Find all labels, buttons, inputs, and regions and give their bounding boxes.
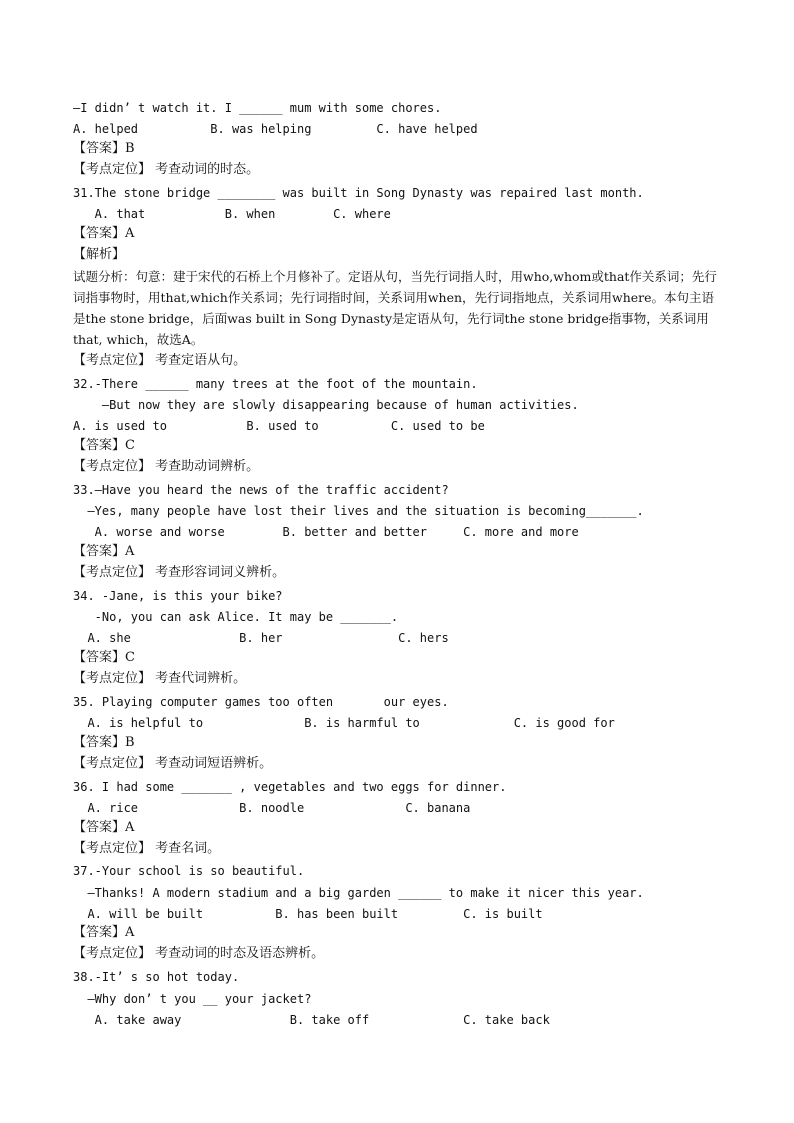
question-line: 31.The stone bridge ________ was built in Song Dynasty was repaired last month. (73, 186, 644, 200)
options-line: A. rice B. noodle C. banana (73, 801, 471, 815)
question-line: -No, you can ask Alice. It may be _______. (73, 610, 399, 624)
question-line: 35. Playing computer games too often our eyes. (73, 695, 449, 709)
topic-line: 【考点定位】 考查动词的时态。 (73, 162, 260, 177)
options-line: A. will be built B. has been built C. is built (73, 907, 543, 921)
analysis-paragraph: 试题分析：句意：建于宋代的石桥上个月修补了。定语从句，当先行词指人时，用who,whom或that作关系词；先行词指事物时，用that,which作关系词；先行词指时间，关系词用when，先行词指地点，关系词用where。本句主语是the stone bridge，后面was built in Song Dynasty是定语从句，先行词the stone bridge指事物，关系词用that, which，故选A。 (73, 269, 717, 347)
topic-line: 【考点定位】 考查动词的时态及语态辨析。 (73, 946, 325, 961)
question-line: —Thanks! A modern stadium and a big garden ______ to make it nicer this year. (73, 886, 644, 900)
question-line: 33.—Have you heard the news of the traffic accident? (73, 483, 449, 497)
question-line: 34. -Jane, is this your bike? (73, 589, 283, 603)
options-line: A. is used to B. used to C. used to be (73, 419, 485, 433)
topic-line: 【考点定位】 考查形容词词义辨析。 (73, 565, 286, 580)
topic-line: 【考点定位】 考查定语从句。 (73, 353, 247, 368)
options-line: A. she B. her C. hers (73, 631, 449, 645)
topic-line: 【考点定位】 考查名词。 (73, 841, 221, 856)
topic-line: 【考点定位】 考查动词短语辨析。 (73, 756, 273, 771)
answer-line: 【答案】C (73, 438, 135, 453)
topic-line: 【考点定位】 考查代词辨析。 (73, 671, 247, 686)
answer-line: 【答案】A (73, 820, 135, 835)
answer-line: 【答案】A (73, 925, 135, 940)
question-line: —Yes, many people have lost their lives and the situation is becoming_______. (73, 504, 644, 518)
options-line: A. that B. when C. where (73, 207, 391, 221)
answer-line: 【答案】C (73, 650, 135, 665)
question-line: 36. I had some _______ , vegetables and two eggs for dinner. (73, 780, 507, 794)
question-line: —I didn’ t watch it. I ______ mum with some chores. (73, 101, 442, 115)
question-line: 38.-It’ s so hot today. (73, 970, 240, 984)
options-line: A. worse and worse B. better and better C. more and more (73, 525, 579, 539)
options-line: A. take away B. take off C. take back (73, 1013, 550, 1027)
question-line: —Why don’ t you __ your jacket? (73, 992, 312, 1006)
options-line: A. helped B. was helping C. have helped (73, 122, 478, 136)
answer-line: 【答案】A (73, 544, 135, 559)
question-line: —But now they are slowly disappearing because of human activities. (73, 398, 579, 412)
question-line: 32.-There ______ many trees at the foot of the mountain. (73, 377, 478, 391)
answer-line: 【答案】B (73, 735, 135, 750)
answer-line: 【答案】A (73, 226, 135, 241)
answer-line: 【答案】B (73, 141, 135, 156)
analysis-label: 【解析】 (73, 247, 126, 262)
options-line: A. is helpful to B. is harmful to C. is good for (73, 716, 615, 730)
question-line: 37.-Your school is so beautiful. (73, 864, 305, 878)
topic-line: 【考点定位】 考查助动词辨析。 (73, 459, 260, 474)
